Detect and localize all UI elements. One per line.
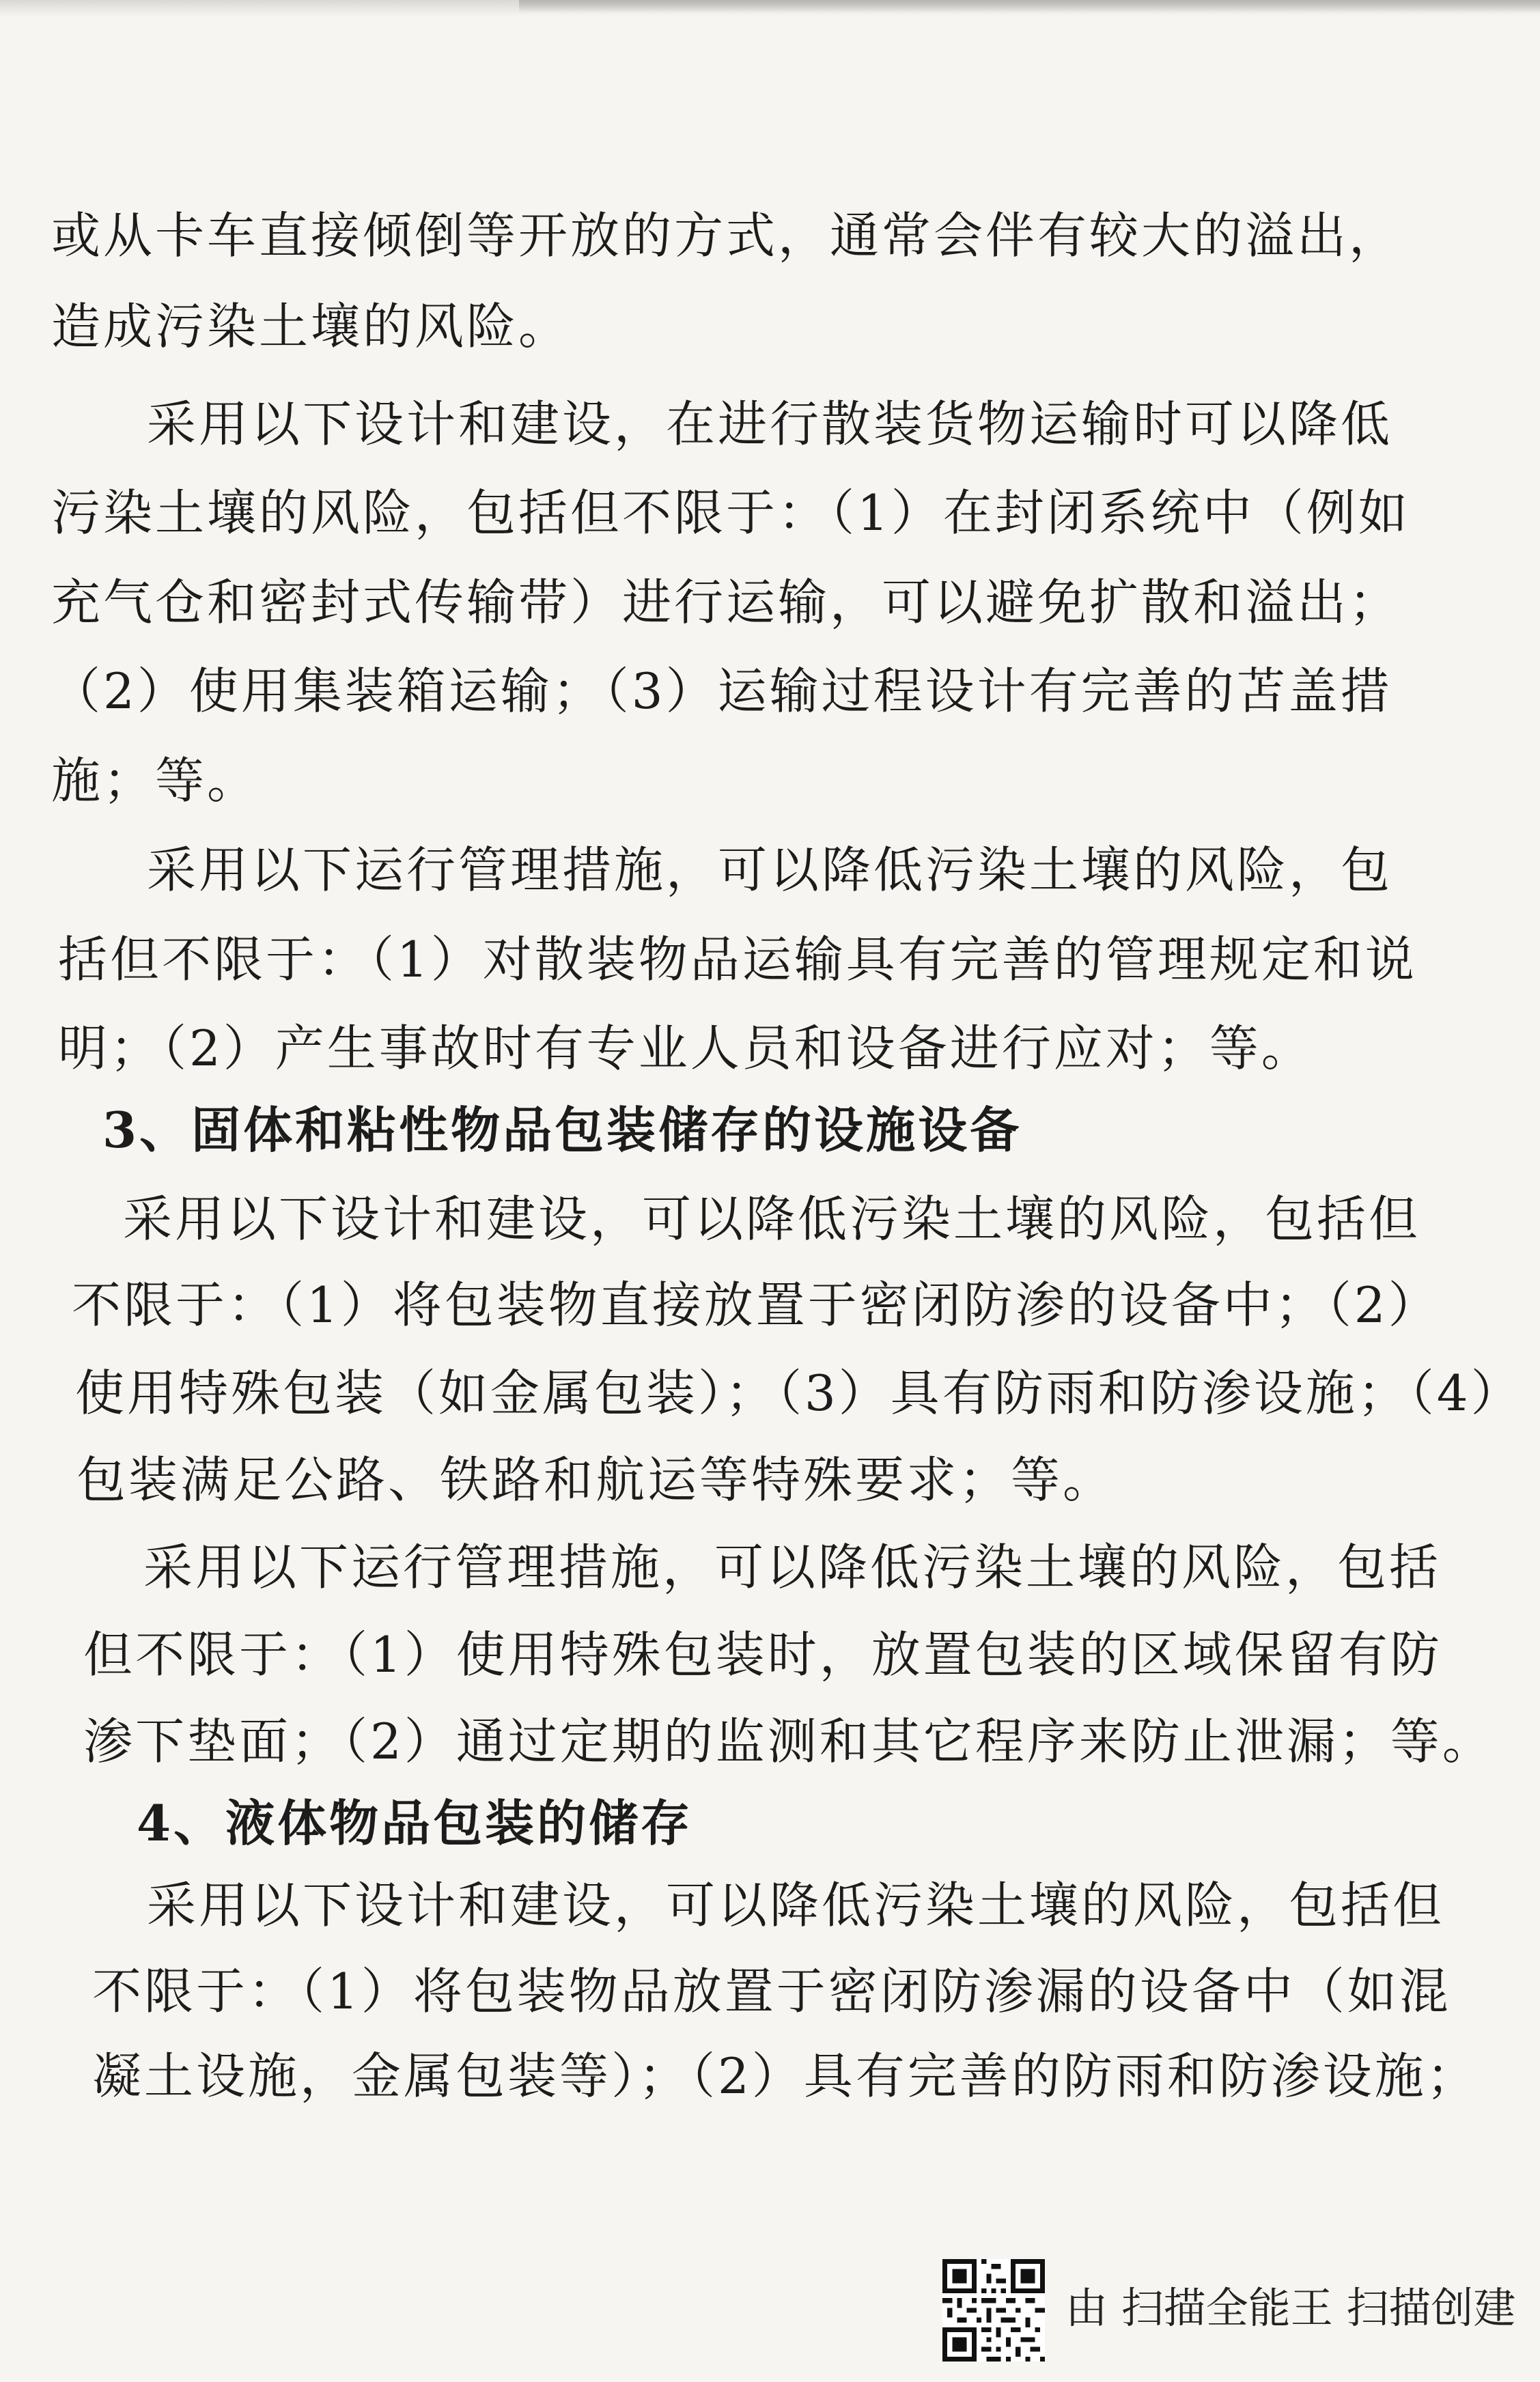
text-line: 充气仓和密封式传输带）进行运输，可以避免扩散和溢出； bbox=[51, 574, 1401, 631]
text-line: 采用以下设计和建设，在进行散装货物运输时可以降低 bbox=[147, 395, 1393, 453]
text-line: 采用以下运行管理措施，可以降低污染土壤的风险，包 bbox=[147, 841, 1393, 899]
text-line: 造成污染土壤的风险。 bbox=[51, 298, 571, 355]
text-line: 采用以下设计和建设，可以降低污染土壤的风险，包括但 bbox=[123, 1190, 1421, 1248]
text-line: 不限于：（1）将包装物直接放置于密闭防渗的设备中；（2） bbox=[72, 1276, 1440, 1334]
text-line: 但不限于：（1）使用特殊包装时，放置包装的区域保留有防 bbox=[83, 1626, 1442, 1683]
text-line: 渗下垫面；（2）通过定期的监测和其它程序来防止泄漏；等。 bbox=[83, 1713, 1494, 1770]
qr-code-icon bbox=[942, 2259, 1045, 2362]
text-line: 采用以下运行管理措施，可以降低污染土壤的风险，包括 bbox=[143, 1539, 1442, 1596]
scan-top-edge bbox=[0, 0, 1540, 16]
text-line: 括但不限于：（1）对散装物品运输具有完善的管理规定和说 bbox=[58, 931, 1417, 988]
watermark-text: 由 扫描全能王 扫描创建 bbox=[1065, 2283, 1516, 2333]
section-heading-4: 4、液体物品包装的储存 bbox=[137, 1794, 693, 1852]
scanner-watermark bbox=[942, 2254, 1540, 2382]
text-line: （2）使用集装箱运输；（3）运输过程设计有完善的苫盖措 bbox=[51, 662, 1392, 720]
text-line: 施；等。 bbox=[51, 752, 260, 809]
text-line: 污染土壤的风险，包括但不限于：（1）在封闭系统中（例如 bbox=[51, 484, 1410, 542]
text-line: 不限于：（1）将包装物品放置于密闭防渗漏的设备中（如混 bbox=[92, 1963, 1451, 2020]
text-line: 使用特殊包装（如金属包装）；（3）具有防雨和防渗设施；（4） bbox=[75, 1364, 1523, 1422]
text-line: 明；（2）产生事故时有专业人员和设备进行应对；等。 bbox=[58, 1020, 1313, 1077]
text-line: 或从卡车直接倾倒等开放的方式，通常会伴有较大的溢出， bbox=[51, 207, 1401, 264]
text-line: 采用以下设计和建设，可以降低污染土壤的风险，包括但 bbox=[147, 1877, 1445, 1934]
section-heading-3: 3、固体和粘性物品包装储存的设施设备 bbox=[102, 1101, 1022, 1159]
text-line: 包装满足公路、铁路和航运等特殊要求；等。 bbox=[76, 1451, 1115, 1509]
text-line: 凝土设施，金属包装等）；（2）具有完善的防雨和防渗设施； bbox=[92, 2047, 1479, 2105]
scan-shadow bbox=[519, 0, 1540, 12]
